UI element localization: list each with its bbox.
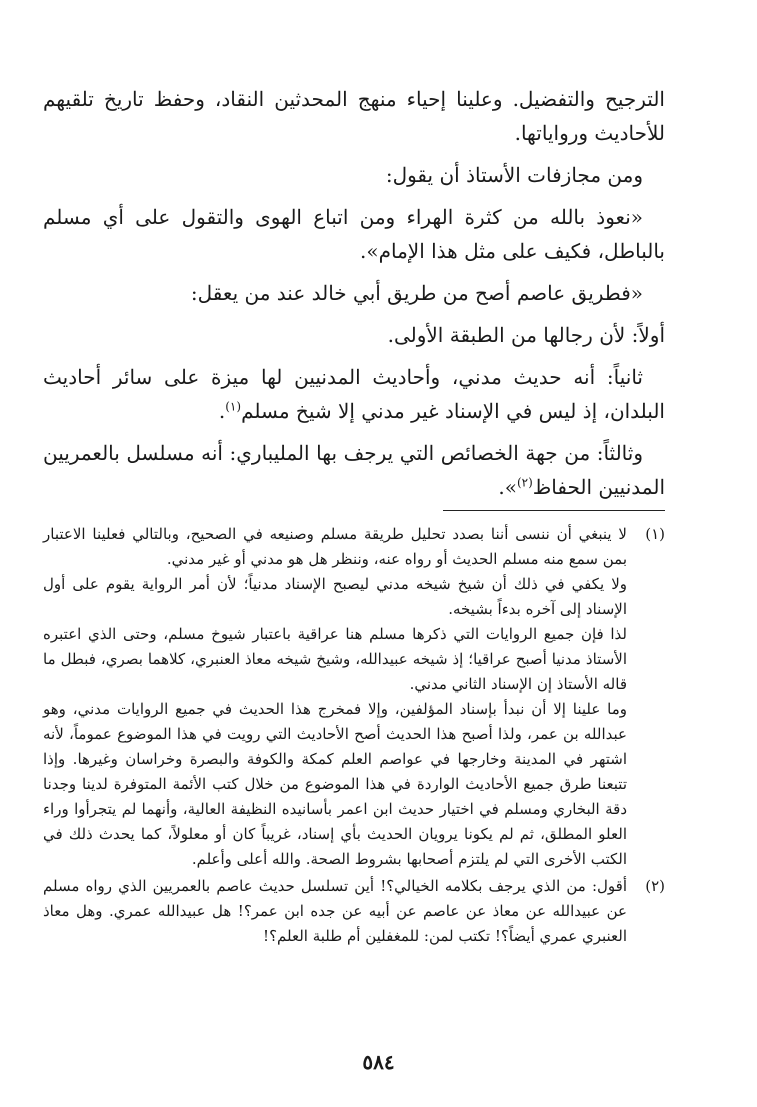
footnote-paragraph: أقول: من الذي يرجف بكلامه الخيالي؟! أين تسلسل حديث عاصم بالعمريين الذي رواه مسلم عن عبيدالله عن معاذ عن عاصم عن أبيه عن جده ابن عمر؟! هل عبيدالله عمري. وهل معاذ العنبري عمري أيضاً؟! تكتب لمن: للمغفلين أم طلبة العلم؟! (43, 877, 627, 945)
quote-paragraph-1: «نعوذ بالله من كثرة الهراء ومن اتباع الهوى والتقول على أي مسلم بالباطل، فكيف على مثل هذا الإمام». (43, 205, 665, 263)
point-third (43, 436, 665, 504)
footnote-paragraph: لا ينبغي أن ننسى أننا بصدد تحليل طريقة مسلم وصنيعه في الصحيح، وبالتالي فعلينا الاعتبار بمن سمع منه مسلم الحديث أو رواه عنه، وننظر هل هو مدني أو غير مدني. (43, 525, 627, 568)
point-second (43, 360, 665, 428)
page-number: ٥٨٤ (362, 1050, 395, 1074)
point-second-text: ثانياً: أنه حديث مدني، وأحاديث المدنيين لها ميزة على سائر أحاديث البلدان، إذ ليس في الإسناد غير مدني إلا شيخ مسلم (43, 365, 665, 423)
footnotes (43, 522, 665, 949)
paragraph-1: الترجيح والتفضيل. وعلينا إحياء منهج المحدثين النقاد، وحفظ تاريخ تلقيهم للأحاديث ورواياتها. (43, 87, 665, 145)
footnote-paragraph: ولا يكفي في ذلك أن شيخ شيخه مدني ليصبح الإسناد مدنياً؛ لأن أمر الرواية يقوم على أول الإسناد إلى آخره بدءاً بشيخه. (43, 575, 627, 618)
footnote-body (43, 522, 627, 872)
footnote-paragraph: وما علينا إلا أن نبدأ بإسناد المؤلفين، وإلا فمخرج هذا الحديث في جميع الروايات مدني، وهو عبدالله بن عمر، ولذا أصبح هذا الحديث أصح الأحاديث التي رويت في هذا الموضوع عموماً، لأنه اشتهر في المدينة وخارجها في عواصم العلم كمكة والكوفة والبصرة وخراسان وغيرها. وإذا تتبعنا طرق جميع الأحاديث الواردة في هذا الموضوع من خلال كتب الأئمة المتوفرة لدينا وجدنا دقة البخاري ومسلم في اختيار حديث ابن اعمر بأسانيده النظيفة العالية، وأنهما لم يتجرأوا وراء العلو المطلق، ثم لم يكونا يرويان الحديث بأي إسناد، غريباً كان أو معلولاً، كما يحدث ذلك في الكتب الأخرى التي لم يلتزم أصحابها بشروط الصحة. والله أعلى وأعلم. (43, 700, 627, 868)
paragraph-2: ومن مجازفات الأستاذ أن يقول: (385, 163, 643, 187)
point-third-end: ». (498, 475, 517, 499)
quote-paragraph-2: «فطريق عاصم أصح من طريق أبي خالد عند من يعقل: (190, 281, 643, 305)
footnote-number: (١) (645, 525, 665, 543)
footnote-number: (٢) (645, 877, 665, 895)
footnote-2 (43, 874, 665, 949)
point-third-text: وثالثاً: من جهة الخصائص التي يرجف بها المليباري: أنه مسلسل بالعمريين المدنيين الحفاظ (43, 441, 665, 499)
point-second-end: . (218, 399, 226, 423)
footnote-separator (443, 510, 665, 511)
footnote-paragraph: لذا فإن جميع الروايات التي ذكرها مسلم هنا عراقية باعتبار شيوخ مسلم، وحتى الذي اعتبره الأستاذ مدنيا أصبح عراقيا؛ إذ شيخه عبيدالله، وشيخ شيخه معاذ العنبري، كلاهما بصري، فبطل ما قاله الأستاذ إن الإسناد الثاني مدني. (43, 625, 627, 693)
footnote-body (43, 874, 627, 949)
footnote-ref-1[interactable]: (١) (225, 399, 242, 414)
footnote-ref-2[interactable]: (٢) (516, 475, 533, 490)
footnote-1 (43, 522, 665, 872)
point-first: أولاً: لأن رجالها من الطبقة الأولى. (387, 323, 665, 347)
main-text (43, 82, 665, 504)
